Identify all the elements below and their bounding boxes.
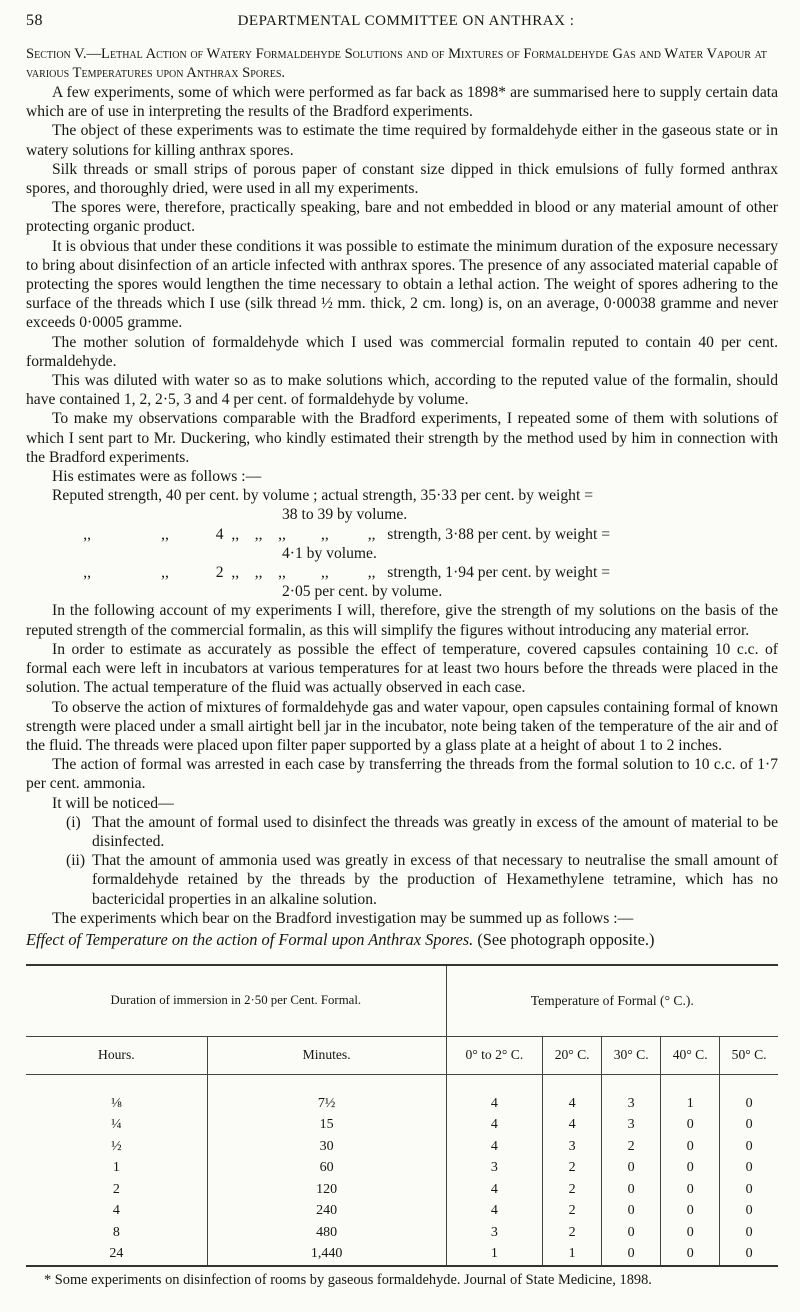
table-cell: 3 (446, 1222, 543, 1244)
table-cell: 240 (207, 1200, 446, 1222)
column-header: 0° to 2° C. (446, 1036, 543, 1074)
column-header: 40° C. (661, 1036, 720, 1074)
table-cell: 4 (543, 1074, 602, 1114)
table-cell: 0 (720, 1157, 778, 1179)
paragraph: In order to estimate as accurately as possible the effect of temperature, covered capsules containing 10 c.c. of formal each were left in incubators at various temperatures for at least two hours before the threads were placed in the solution. The actual temperature of the fluid was actually observed in each case. (26, 640, 778, 697)
estimate-line: 4·1 by volume. (282, 544, 377, 562)
table-row (26, 1157, 778, 1179)
list-item-number: (i) (66, 813, 81, 831)
list-item (66, 851, 778, 909)
paragraph: This was diluted with water so as to make solutions which, according to the reputed value of the formalin, should have contained 1, 2, 2·5, 3 and 4 per cent. of formaldehyde by volume. (26, 372, 778, 409)
notes-list (66, 813, 778, 909)
running-head: DEPARTMENTAL COMMITTEE ON ANTHRAX : (237, 12, 575, 29)
table-cell: 0 (602, 1243, 661, 1265)
list-item-number: (ii) (66, 852, 86, 870)
table-cell: 0 (720, 1243, 778, 1265)
table-cell: ¼ (111, 1117, 122, 1133)
table-cell: 1,440 (207, 1243, 446, 1265)
table-cell: 2 (543, 1179, 602, 1201)
section-title: Section V.—Lethal Action of Watery Formaldehyde Solutions and of Mixtures of Formaldehyde Gas and Water Vapour at various Temperatures upon Anthrax Spores. (26, 46, 767, 81)
footnote: * Some experiments on disinfection of rooms by gaseous formaldehyde. Journal of State Medicine, 1898. (44, 1271, 652, 1288)
table-cell: ½ (111, 1138, 122, 1154)
paragraph: In the following account of my experiments I will, therefore, give the strength of my solutions on the basis of the reputed strength of the commercial formalin, as this will simplify the figures without introducing any material error. (26, 602, 778, 639)
table-cell: 8 (112, 1224, 120, 1240)
table-cell: 0 (661, 1200, 720, 1222)
table-row (26, 1136, 778, 1158)
page-header (26, 10, 778, 32)
caption-main: Effect of Temperature on the action of Formal upon Anthrax Spores. (26, 929, 474, 949)
strength-estimates (26, 486, 778, 601)
table-row (26, 1074, 778, 1114)
table-cell: 0 (661, 1136, 720, 1158)
estimate-line: ,, ,, 4 ,, ,, ,, ,, ,, strength, 3·88 per cent. by weight = (52, 525, 610, 543)
table-row (26, 1222, 778, 1244)
table-cell: 4 (112, 1203, 120, 1219)
paragraph: The mother solution of formaldehyde which I used was commercial formalin reputed to contain 40 per cent. formaldehyde. (26, 333, 778, 370)
table-cell: 0 (661, 1222, 720, 1244)
table-cell: 24 (109, 1246, 124, 1262)
table-cell: 3 (602, 1114, 661, 1136)
table-cell: 2 (543, 1157, 602, 1179)
table-cell: 0 (661, 1157, 720, 1179)
body-text (26, 83, 778, 486)
table-cell: 3 (543, 1136, 602, 1158)
paragraph: It is obvious that under these conditions it was possible to estimate the minimum duration of the exposure necessary to bring about disinfection of an article infected with anthrax spores. The presence of any associated material capable of protecting the spores would lengthen the time necessary to obtain a lethal action. The weight of spores adhering to the surface of the threads which I use (silk thread ½ mm. thick, 2 cm. long) is, on an average, 0·00038 gramme and never exceeds 0·0005 gramme. (26, 237, 778, 332)
paragraph: To make my observations comparable with the Bradford experiments, I repeated some of them with solutions of which I sent part to Mr. Duckering, who kindly estimated their strength by the method used by him in connection with the Bradford experiments. (26, 410, 778, 466)
table-cell: 2 (543, 1222, 602, 1244)
table-cell: 0 (602, 1157, 661, 1179)
table-caption (26, 930, 778, 950)
table-cell: 0 (720, 1179, 778, 1201)
table-cell: 480 (207, 1222, 446, 1244)
table-cell: 1 (112, 1160, 120, 1176)
estimate-line: ,, ,, 2 ,, ,, ,, ,, ,, strength, 1·94 per cent. by weight = (52, 564, 610, 582)
table-cell: 2 (602, 1136, 661, 1158)
table-cell: 3 (446, 1157, 543, 1179)
table-cell: 1 (661, 1074, 720, 1114)
page-number: 58 (26, 12, 43, 29)
list-item-text: That the amount of ammonia used was greatly in excess of that necessary to neutralise the small amount of formaldehyde retained by the threads by the production of Hexamethylene tetramine, which has no bactericidal properties in an alkaline solution. (92, 852, 778, 908)
duration-header: Duration of immersion in 2·50 per Cent. Formal. (26, 966, 446, 1037)
table-cell: 4 (446, 1114, 543, 1136)
table-cell: 30 (207, 1136, 446, 1158)
table-cell: 4 (446, 1200, 543, 1222)
paragraph: His estimates were as follows :— (52, 468, 262, 486)
paragraph: The spores were, therefore, practically speaking, bare and not embedded in blood or any material amount of other protecting organic product. (26, 199, 778, 236)
table-cell: 4 (446, 1179, 543, 1201)
table-cell: 2 (543, 1200, 602, 1222)
table-cell: 0 (720, 1222, 778, 1244)
page (26, 10, 778, 1289)
paragraph: To observe the action of mixtures of formaldehyde gas and water vapour, open capsules containing formal of known strength were placed under a small airtight bell jar in the incubator, note being taken of the temperature of the air and of the fluid. The threads were placed upon filter paper supported by a glass plate at a height of about 1 to 2 inches. (26, 698, 778, 754)
temperature-header: Temperature of Formal (° C.). (530, 992, 694, 1008)
table-cell: 4 (446, 1136, 543, 1158)
table-row (26, 1179, 778, 1201)
table-cell: 0 (720, 1136, 778, 1158)
table-cell: 1 (543, 1243, 602, 1265)
table-cell: 0 (602, 1179, 661, 1201)
column-header: Hours. (26, 1036, 207, 1074)
paragraph: It will be noticed— (52, 794, 174, 812)
table-row (26, 1200, 778, 1222)
caption-note: (See photograph opposite.) (477, 929, 655, 949)
table-cell: 0 (661, 1114, 720, 1136)
column-header: 30° C. (602, 1036, 661, 1074)
column-header: Minutes. (207, 1036, 446, 1074)
column-header: 20° C. (543, 1036, 602, 1074)
column-header: 50° C. (720, 1036, 778, 1074)
table-cell: 0 (661, 1179, 720, 1201)
table-cell: 0 (720, 1200, 778, 1222)
table-cell: 4 (446, 1074, 543, 1114)
table-cell: ⅛ (111, 1095, 122, 1111)
table-cell: 15 (207, 1114, 446, 1136)
table-cell: 60 (207, 1157, 446, 1179)
estimate-line: 2·05 per cent. by volume. (282, 583, 443, 601)
table-row (26, 1243, 778, 1265)
table-bottom-rule (26, 1265, 778, 1267)
table-cell: 0 (661, 1243, 720, 1265)
results-table (26, 966, 778, 1265)
table-cell: 0 (602, 1200, 661, 1222)
paragraph: The action of formal was arrested in each case by transferring the threads from the formal solution to 10 c.c. of 1·7 per cent. ammonia. (26, 756, 778, 793)
table-cell: 0 (720, 1074, 778, 1114)
table-cell: 4 (543, 1114, 602, 1136)
table-cell: 1 (446, 1243, 543, 1265)
table-cell: 7½ (207, 1074, 446, 1114)
table-row (26, 1114, 778, 1136)
table-cell: 3 (602, 1074, 661, 1114)
estimate-line: Reputed strength, 40 per cent. by volume ; actual strength, 35·33 per cent. by weight = (52, 487, 594, 505)
table-cell: 0 (602, 1222, 661, 1244)
table-cell: 120 (207, 1179, 446, 1201)
table-cell: 2 (112, 1181, 120, 1197)
estimate-line: 38 to 39 by volume. (282, 506, 408, 524)
table-cell: 0 (720, 1114, 778, 1136)
list-item-text: That the amount of formal used to disinfect the threads was greatly in excess of the amount of material to be disinfected. (92, 813, 778, 850)
paragraph: Silk threads or small strips of porous paper of constant size dipped in thick emulsions of fully formed anthrax spores, and thoroughly dried, were used in all my experiments. (26, 160, 778, 198)
closing-paragraph: The experiments which bear on the Bradford investigation may be summed up as follows :— (52, 909, 634, 927)
body-text-2 (26, 601, 778, 812)
paragraph: The object of these experiments was to estimate the time required by formaldehyde either in the gaseous state or in watery solutions for killing anthrax spores. (26, 122, 778, 159)
list-item (66, 813, 778, 851)
paragraph: A few experiments, some of which were performed as far back as 1898* are summarised here to supply certain data which are of use in interpreting the results of the Bradford experiments. (26, 84, 778, 121)
